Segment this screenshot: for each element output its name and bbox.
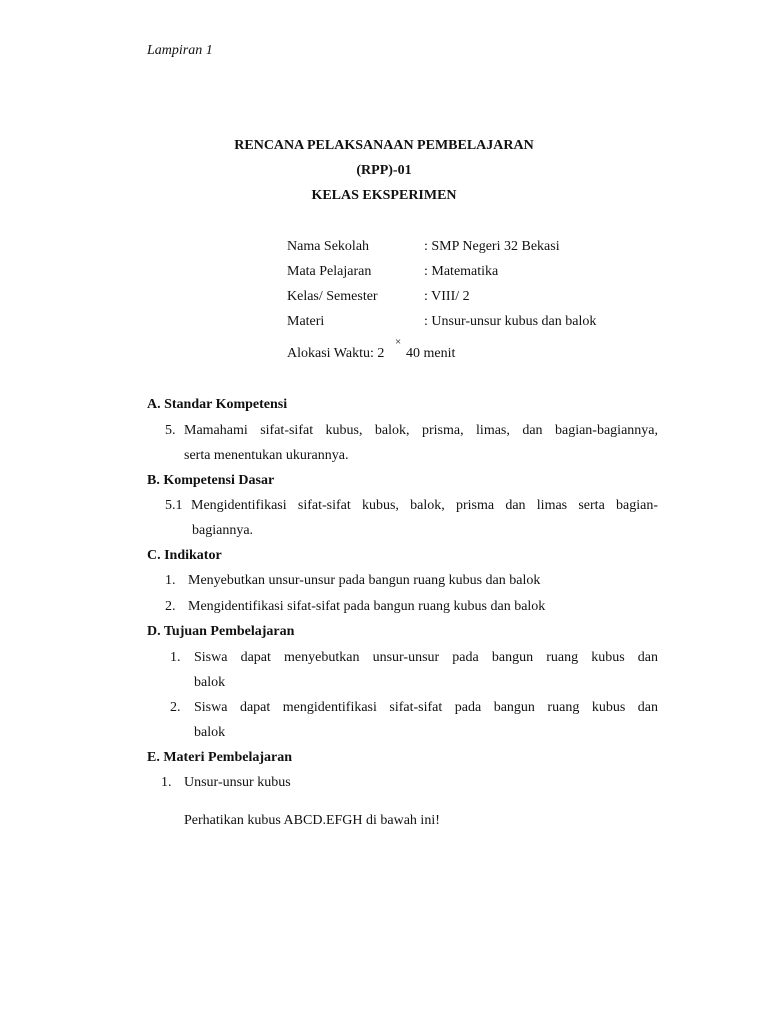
identity-label: Mata Pelajaran	[287, 264, 372, 279]
list-item-text: Menyebutkan unsur-unsur pada bangun ruang kubus dan balok	[188, 573, 541, 588]
identity-value: : Unsur-unsur kubus dan balok	[424, 314, 597, 329]
list-number: 2.	[165, 599, 176, 614]
list-item-text: Unsur-unsur kubus	[184, 775, 291, 790]
identity-value: : VIII/ 2	[424, 289, 470, 304]
list-number: 1.	[165, 573, 176, 588]
section-heading-d: D. Tujuan Pembelajaran	[147, 624, 295, 639]
identity-label: Materi	[287, 314, 325, 329]
list-item-text: Siswa dapat mengidentifikasi sifat-sifat pada bangun ruang kubus dan	[194, 700, 658, 715]
list-number: 1.	[161, 775, 172, 790]
document-class-type: KELAS EKSPERIMEN	[311, 188, 457, 203]
list-item-text-continued: serta menentukan ukurannya.	[184, 448, 349, 463]
section-heading-c: C. Indikator	[147, 548, 222, 563]
list-number: 1.	[170, 650, 181, 665]
list-item-text: Mengidentifikasi sifat-sifat pada bangun ruang kubus dan balok	[188, 599, 546, 614]
list-item-text-continued: balok	[194, 675, 226, 690]
list-item-text: Mengidentifikasi sifat-sifat kubus, balok, prisma dan limas serta bagian-	[191, 498, 658, 513]
section-heading-b: B. Kompetensi Dasar	[147, 473, 275, 488]
instruction-text: Perhatikan kubus ABCD.EFGH di bawah ini!	[184, 813, 440, 828]
identity-value: : SMP Negeri 32 Bekasi	[424, 239, 560, 254]
list-item-text: Mamahami sifat-sifat kubus, balok, prisma, limas, dan bagian-bagiannya,	[184, 423, 658, 438]
section-heading-e: E. Materi Pembelajaran	[147, 750, 293, 765]
list-number: 5.1	[165, 498, 183, 513]
identity-label: Nama Sekolah	[287, 239, 370, 254]
document-code: (RPP)-01	[356, 163, 412, 178]
list-item-text-continued: balok	[194, 725, 226, 740]
list-item-text-continued: bagiannya.	[192, 523, 254, 538]
list-number: 5.	[165, 423, 176, 438]
allocation-label: Alokasi Waktu: 2	[287, 346, 385, 361]
list-number: 2.	[170, 700, 181, 715]
attachment-label: Lampiran 1	[147, 43, 213, 58]
identity-value: : Matematika	[424, 264, 499, 279]
list-item-text: Siswa dapat menyebutkan unsur-unsur pada bangun ruang kubus dan	[194, 650, 658, 665]
allocation-value: 40 menit	[406, 346, 456, 361]
section-heading-a: A. Standar Kompetensi	[147, 397, 288, 412]
identity-label: Kelas/ Semester	[287, 289, 378, 304]
multiply-symbol: ×	[395, 336, 402, 348]
document-title: RENCANA PELAKSANAAN PEMBELAJARAN	[234, 138, 534, 153]
